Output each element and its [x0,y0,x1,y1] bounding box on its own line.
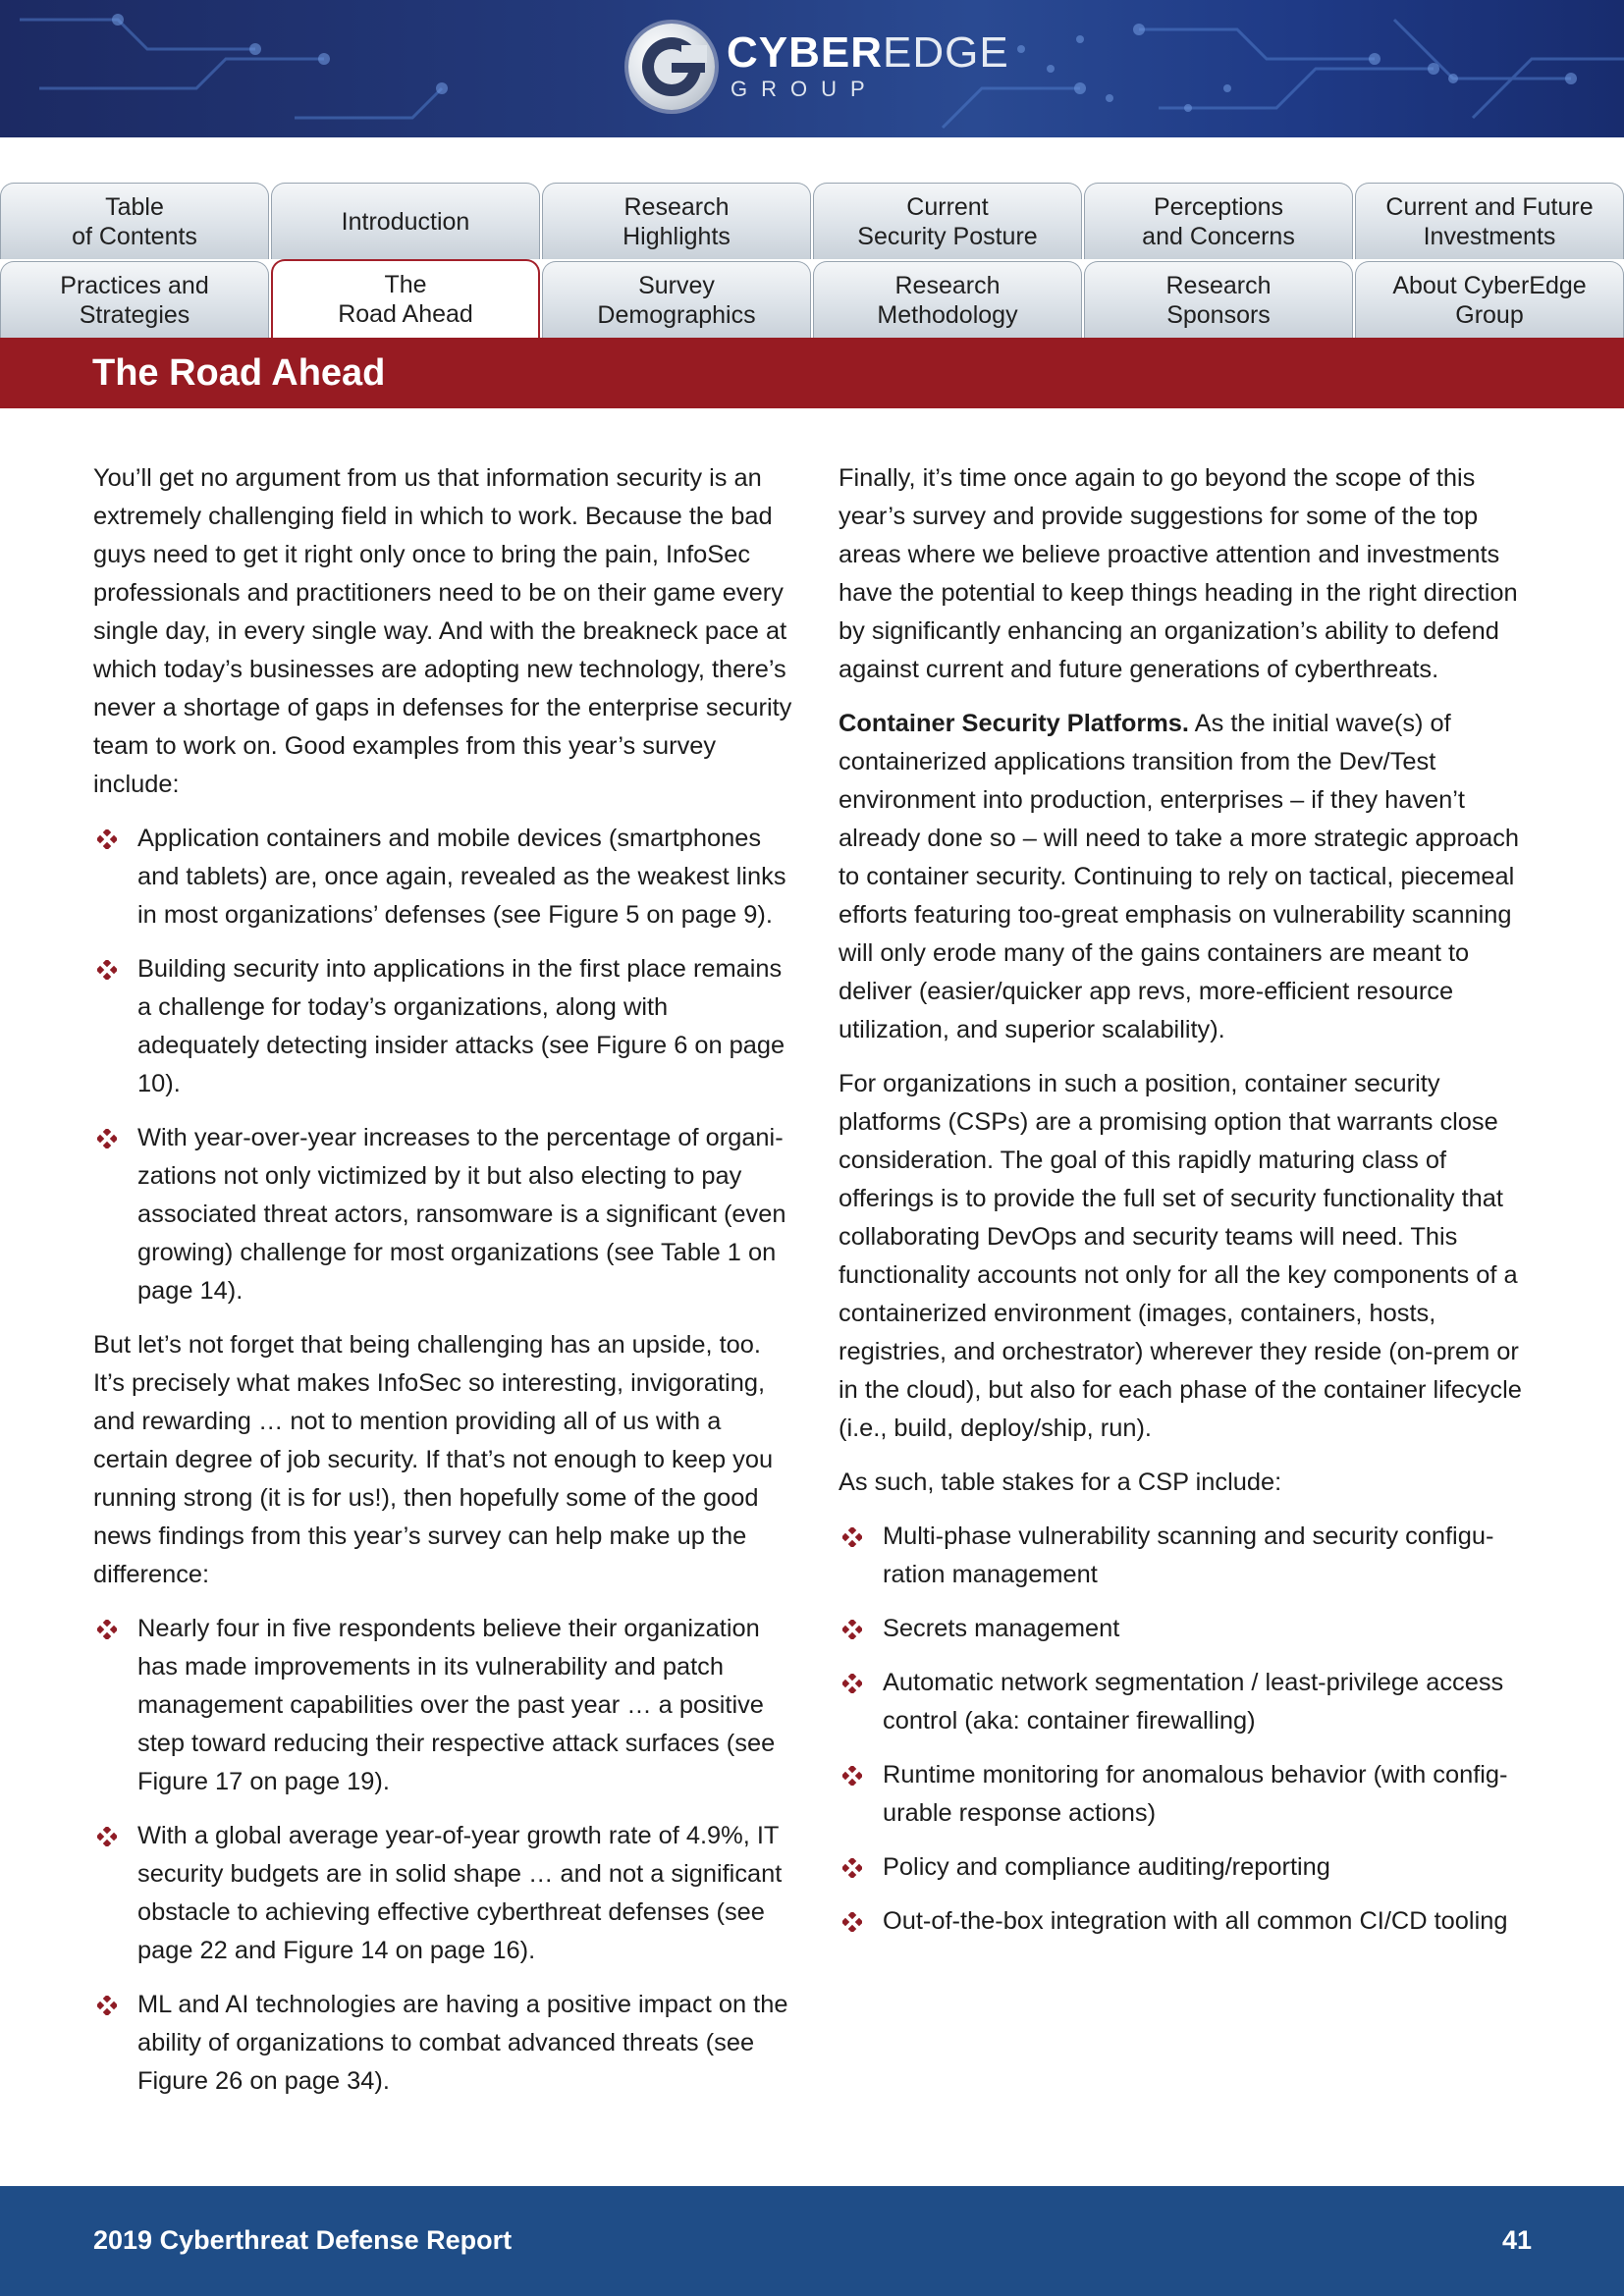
list-item: Policy and compliance auditing/reporting [839,1848,1536,1887]
tab-research-methodology[interactable]: Research Methodology [813,261,1082,338]
intro-paragraph: You’ll get no argument from us that information security is an extremely challenging field in which to work. Because the bad guys need to get it right only once to bring the pain, InfoSec professionals and practitioners need to be on their game every single day, in every single way. And with the breakneck pace at which today’s businesses are adopting new technology, there’s never a shortage of gaps in defenses for the enterprise security team to work on. Good examples from this year’s survey include: [93,464,792,798]
page-title: The Road Ahead [92,352,386,394]
list-item: With year-over-year increases to the percentage of organizations not only victimized by it but also electing to pay associated threat actors, ransomware is a significant (even growing) challenge for most organizations (see Table 1 on page 14). [93,1119,796,1310]
csp-paragraph: Container Security Platforms. As the initial wave(s) of containerized applications transition from the Dev/Test environment into production, enterprises – if they haven’t already done so – will need to take a more strategic approach to container security. Continuing to rely on tactical, piecemeal efforts featuring too-great emphasis on vulnerability scanning will only erode many of the gains containers are meant to deliver (easier/quicker app revs, more-efficient resource utilization, and superior scalability). [839,710,1520,1043]
tab-about-cyberedge-group[interactable]: About CyberEdge Group [1355,261,1624,338]
header-banner [0,0,1624,137]
diamond-bullet-icon [97,1620,117,1639]
page-title-bar [0,338,1624,408]
diamond-bullet-icon [97,1129,117,1148]
tab-survey-demographics[interactable]: Survey Demographics [542,261,811,338]
list-item: Out-of-the-box integration with all common CI/CD tooling [839,1902,1536,1941]
good-news-list [93,1610,796,2101]
table-stakes-list [839,1518,1536,1941]
list-item: Nearly four in five respondents believe their organization has made improvements in its vulnerability and patch management capabilities over the past year … a positive step toward reducing their respective attack surfaces (see Figure 17 on page 19). [93,1610,796,1801]
diamond-bullet-icon [97,1827,117,1846]
tab-current-and-future-investments[interactable]: Current and Future Investments [1355,183,1624,259]
diamond-bullet-icon [842,1912,862,1932]
list-item: With a global average year-of-year growth rate of 4.9%, IT security budgets are in solid shape … and not a significant obstacle to achieving effective cyberthreat defenses (see page 22 and Figure 14 on page 16). [93,1817,796,1970]
tab-table-of-contents[interactable]: Table of Contents [0,183,269,259]
diamond-bullet-icon [842,1858,862,1878]
list-item: Runtime monitoring for anomalous behavior (with configurable response actions) [839,1756,1536,1833]
stakes-intro: As such, table stakes for a CSP include: [839,1468,1282,1496]
tab-the-road-ahead[interactable]: The Road Ahead [271,259,540,338]
upside-paragraph: But let’s not forget that being challenging has an upside, too. It’s precisely what makes InfoSec so interesting, invigorating, and rewarding … not to mention providing all of us with a certain degree of job security. If that’s not enough to keep you running strong (it is for us!), then hopefully some of the good news findings from this year’s survey can help make up the difference: [93,1331,774,1588]
page-footer [0,2186,1624,2296]
csp-option-paragraph: For organizations in such a position, container security platforms (CSPs) are a promising option that warrants close consideration. The goal of this rapidly maturing class of offerings is to provide the full set of security functionality that collaborating DevOps and security teams will need. This functionality accounts not only for all the key components of a containerized environment (images, containers, hosts, registries, and orchestrator) wherever they reside (on-prem or in the cloud), but also for each phase of the container lifecycle (i.e., build, deploy/ship, run). [839,1070,1522,1442]
tab-perceptions-and-concerns[interactable]: Perceptions and Concerns [1084,183,1353,259]
report-title: 2019 Cyberthreat Defense Report [93,2225,513,2255]
tab-introduction[interactable]: Introduction [271,183,540,259]
right-intro-paragraph: Finally, it’s time once again to go beyond the scope of this year’s survey and provide suggestions for some of the top areas where we believe proactive attention and investments have the potential to keep things heading in the right direction by significantly enhancing an organization’s ability to defend against current and future generations of cyberthreats. [839,464,1518,683]
list-item: Multi-phase vulnerability scanning and security configuration management [839,1518,1536,1594]
logo-wordmark: CYBEREDGE [727,28,1009,77]
csp-lead-heading: Container Security Platforms. [839,710,1189,737]
tab-practices-and-strategies[interactable]: Practices and Strategies [0,261,269,338]
list-item: Application containers and mobile devices (smartphones and tablets) are, once again, revealed as the weakest links in most organizations’ defenses (see Figure 5 on page 9). [93,820,796,934]
list-item: Building security into applications in the first place remains a challenge for today’s organizations, along with adequately detecting insider attacks (see Figure 6 on page 10). [93,950,796,1103]
tab-research-sponsors[interactable]: Research Sponsors [1084,261,1353,338]
list-item: ML and AI technologies are having a positive impact on the ability of organizations to combat advanced threats (see Figure 26 on page 34). [93,1986,796,2101]
diamond-bullet-icon [97,829,117,849]
cyberedge-logo [628,22,1009,114]
diamond-bullet-icon [97,960,117,980]
right-column [839,459,1536,1956]
diamond-bullet-icon [842,1766,862,1786]
left-column [93,459,796,2116]
cyberedge-logo-icon [628,24,715,110]
challenges-list [93,820,796,1310]
tab-research-highlights[interactable]: Research Highlights [542,183,811,259]
section-tabs [0,183,1624,338]
diamond-bullet-icon [97,1996,117,2015]
diamond-bullet-icon [842,1527,862,1547]
list-item: Secrets management [839,1610,1536,1648]
logo-subtitle: GROUP [731,77,879,101]
tab-current-security-posture[interactable]: Current Security Posture [813,183,1082,259]
page-number: 41 [1501,2225,1532,2255]
list-item: Automatic network segmentation / least-privilege access control (aka: container firewalling) [839,1664,1536,1740]
diamond-bullet-icon [842,1674,862,1693]
diamond-bullet-icon [842,1620,862,1639]
